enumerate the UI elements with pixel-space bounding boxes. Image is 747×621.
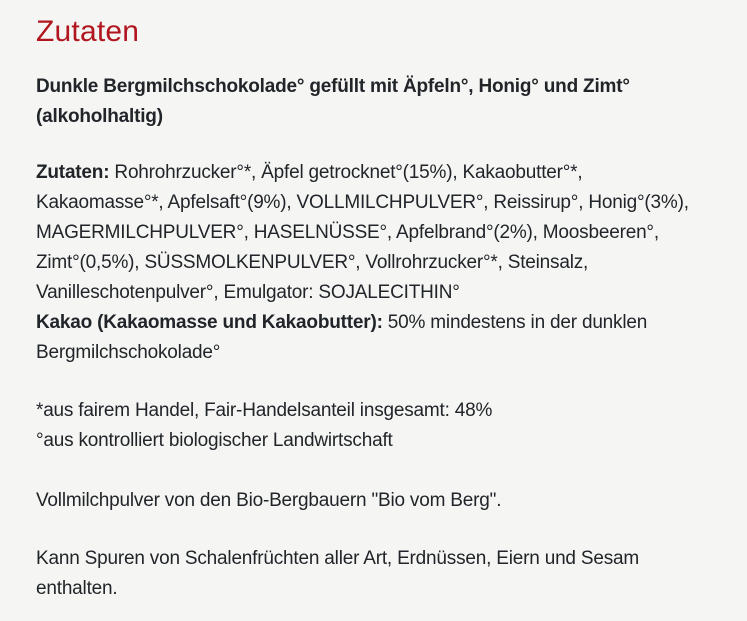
supplier-note-text: Vollmilchpulver von den Bio-Bergbauern "Bio vom Berg". bbox=[36, 490, 502, 511]
supplier-note bbox=[36, 486, 719, 516]
section-title: Zutaten bbox=[36, 15, 140, 48]
allergen-note bbox=[36, 544, 719, 604]
ingredients-line: MAGERMILCHPULVER°, HASELNÜSSE°, Apfelbrand°(2%), Moosbeeren°, bbox=[36, 222, 659, 243]
product-name-line1: Dunkle Bergmilchschokolade° gefüllt mit Äpfeln°, Honig° und Zimt° bbox=[36, 76, 630, 97]
ingredients-line: Vanilleschotenpulver°, Emulgator: SOJALECITHIN° bbox=[36, 282, 460, 303]
footnotes bbox=[36, 396, 719, 456]
organic-note: °aus kontrolliert biologischer Landwirtschaft bbox=[36, 430, 393, 451]
ingredients-line: Zimt°(0,5%), SÜSSMOLKENPULVER°, Vollrohrzucker°*, Steinsalz, bbox=[36, 252, 589, 273]
ingredients-line bbox=[36, 158, 719, 188]
ingredients-line: Kakaomasse°*, Apfelsaft°(9%), VOLLMILCHPULVER°, Reissirup°, Honig°(3%), bbox=[36, 192, 689, 213]
fair-trade-note: *aus fairem Handel, Fair-Handelsanteil insgesamt: 48% bbox=[36, 400, 493, 421]
cocoa-content-label: Kakao (Kakaomasse und Kakaobutter): bbox=[36, 312, 388, 333]
cocoa-content-text: 50% mindestens in der dunklen bbox=[387, 312, 648, 333]
cocoa-content-line2: Bergmilchschokolade° bbox=[36, 342, 221, 363]
ingredients-list bbox=[36, 158, 719, 368]
ingredients-label: Zutaten: bbox=[36, 162, 115, 183]
product-name-line2: (alkoholhaltig) bbox=[36, 106, 163, 127]
allergen-note-line1: Kann Spuren von Schalenfrüchten aller Art, Erdnüssen, Eiern und Sesam bbox=[36, 548, 640, 569]
allergen-note-line2: enthalten. bbox=[36, 578, 118, 599]
cocoa-content-line bbox=[36, 308, 719, 338]
product-name bbox=[36, 72, 719, 132]
ingredients-line1-text: Rohrohrzucker°*, Äpfel getrocknet°(15%), Kakaobutter°*, bbox=[114, 162, 583, 183]
